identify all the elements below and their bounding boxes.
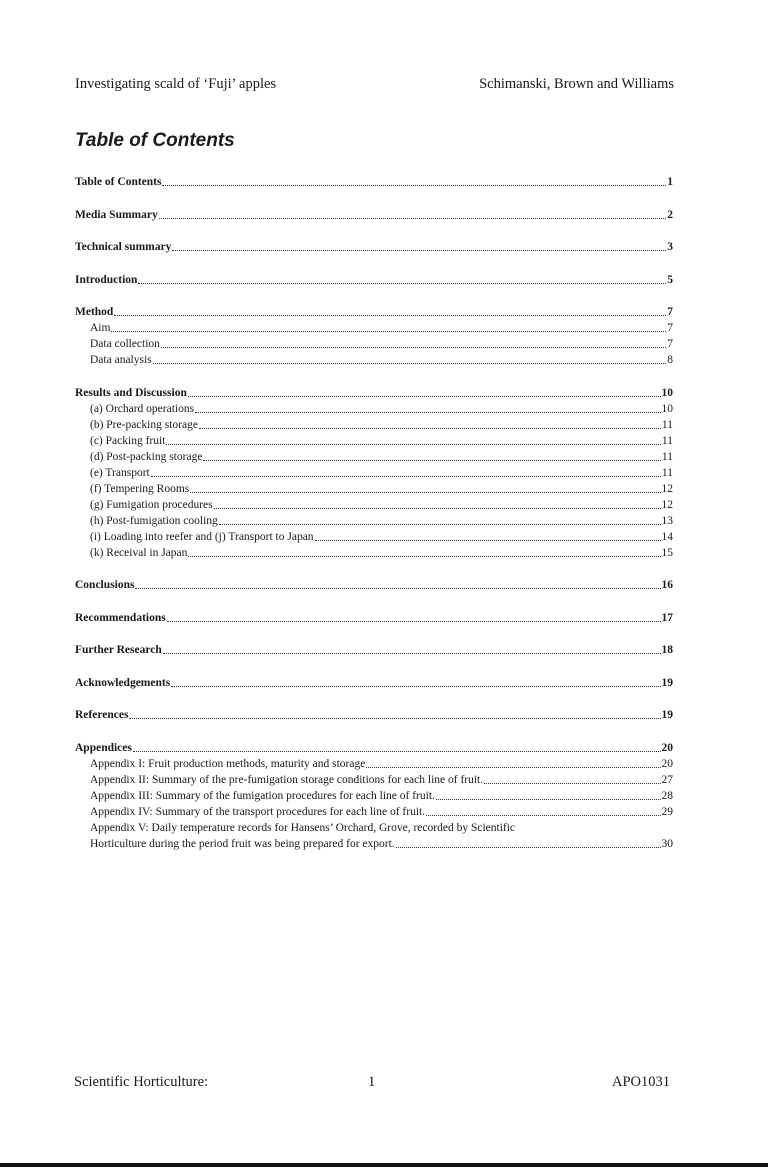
dot-leader (111, 330, 666, 332)
toc-entry-post-fumigation-cooling[interactable] (75, 513, 673, 529)
toc-page-number: 12 (661, 482, 673, 495)
toc-label: Appendix IV: Summary of the transport procedures for each line of fruit. (90, 805, 426, 818)
toc-label: (e) Transport (90, 466, 150, 479)
toc-page-number: 1 (667, 176, 673, 188)
toc-page-number: 8 (667, 354, 673, 366)
toc-entry-conclusions[interactable] (75, 577, 673, 593)
dot-leader (214, 507, 661, 509)
toc-label: Acknowledgements (75, 676, 171, 689)
toc-entry-appendix-v[interactable] (75, 836, 673, 852)
toc-page-number: 11 (661, 450, 673, 463)
toc-page-number: 18 (661, 644, 673, 656)
toc-label: Table of Contents (75, 176, 162, 188)
toc-entry-post-packing-storage[interactable] (75, 449, 673, 465)
toc-label: References (75, 709, 129, 721)
toc-label: Technical summary (75, 241, 172, 253)
toc-page-number: 7 (667, 338, 673, 350)
toc-label: Conclusions (75, 579, 135, 591)
toc-label: Results and Discussion (75, 386, 187, 399)
toc-entry-data-collection[interactable] (75, 336, 673, 352)
toc-page-number: 16 (661, 579, 673, 591)
toc-label: Appendices (75, 741, 132, 754)
dot-leader (366, 766, 660, 768)
running-header-authors: Schimanski, Brown and Williams (479, 76, 674, 92)
page-title: Table of Contents (75, 130, 235, 151)
dot-leader (133, 750, 661, 752)
dot-leader (162, 184, 666, 186)
toc-label: Media Summary (75, 208, 158, 221)
toc-label: (k) Receival in Japan (90, 546, 188, 559)
toc-label: Appendix II: Summary of the pre-fumigation storage conditions for each line of fruit. (90, 773, 484, 786)
toc-label: Introduction (75, 273, 138, 286)
toc-label: (h) Post-fumigation cooling (90, 514, 218, 527)
dot-leader (166, 443, 661, 445)
toc-label: (i) Loading into reefer and (j) Transport to Japan (90, 530, 314, 543)
dot-leader (199, 427, 661, 429)
toc-page-number: 12 (661, 498, 673, 511)
toc-page-number: 7 (667, 306, 673, 318)
running-header-title: Investigating scald of ‘Fuji’ apples (75, 76, 277, 92)
toc-label: Method (75, 306, 114, 318)
dot-leader (203, 459, 661, 461)
toc-entry-recommendations[interactable] (75, 610, 673, 626)
dot-leader (172, 249, 666, 251)
footer-page-number: 1 (368, 1074, 376, 1090)
toc-page-number: 29 (661, 805, 673, 818)
toc-entry-appendices[interactable] (75, 740, 673, 756)
dot-leader (161, 346, 666, 348)
toc-page-number: 27 (661, 773, 673, 786)
dot-leader (151, 475, 661, 477)
toc-label: Horticulture during the period fruit was being prepared for export. (90, 837, 395, 850)
toc-label: Data analysis (90, 354, 152, 366)
dot-leader (135, 587, 660, 589)
toc-entry-packing-fruit[interactable] (75, 433, 673, 449)
dot-leader (114, 314, 666, 316)
footer-report-code: APO1031 (611, 1074, 670, 1090)
toc-label: (b) Pre-packing storage (90, 418, 198, 431)
toc-page-number: 3 (667, 241, 673, 253)
dot-leader (484, 782, 660, 784)
dot-leader (426, 814, 660, 816)
toc-page-number: 19 (661, 709, 673, 721)
dot-leader (159, 217, 667, 219)
toc-entry-method[interactable] (75, 304, 673, 320)
toc-entry-data-analysis[interactable] (75, 352, 673, 368)
dot-leader (315, 539, 661, 541)
toc-entry-fumigation-procedures[interactable] (75, 497, 673, 513)
toc-entry-appendix-iv[interactable] (75, 804, 673, 820)
toc-entry-media-summary[interactable] (75, 207, 673, 223)
footer-organisation: Scientific Horticulture: (74, 1074, 209, 1090)
toc-entry-acknowledgements[interactable] (75, 675, 673, 691)
dot-leader (219, 523, 661, 525)
toc-page-number: 13 (661, 514, 673, 527)
toc-entry-tempering-rooms[interactable] (75, 481, 673, 497)
toc-page-number: 30 (661, 837, 673, 850)
toc-label: Appendix III: Summary of the fumigation procedures for each line of fruit. (90, 789, 435, 802)
toc-page-number: 10 (661, 386, 673, 399)
toc-page-number: 11 (661, 418, 673, 431)
toc-page-number: 20 (661, 741, 673, 754)
toc-page-number: 10 (661, 402, 673, 415)
toc-label: (d) Post-packing storage (90, 450, 203, 463)
toc-entry-references[interactable] (75, 707, 673, 723)
toc-entry-aim[interactable] (75, 320, 673, 336)
toc-entry-further-research[interactable] (75, 642, 673, 658)
table-of-contents (75, 174, 673, 852)
toc-entry-orchard-operations[interactable] (75, 401, 673, 417)
dot-leader (129, 717, 660, 719)
toc-entry-table-of-contents[interactable] (75, 174, 673, 190)
dot-leader (153, 362, 667, 364)
toc-page-number: 17 (661, 611, 673, 624)
toc-entry-technical-summary[interactable] (75, 239, 673, 255)
toc-entry-appendix-v-line1[interactable]: Appendix V: Daily temperature records for Hansens’ Orchard, Grove, recorded by Scientific (90, 821, 516, 834)
toc-page-number: 15 (661, 546, 673, 559)
toc-page-number: 20 (661, 757, 673, 770)
toc-entry-introduction[interactable] (75, 272, 673, 288)
toc-entry-pre-packing-storage[interactable] (75, 417, 673, 433)
toc-label: Appendix I: Fruit production methods, maturity and storage (90, 757, 366, 770)
toc-entry-receival-in-japan[interactable] (75, 545, 673, 561)
toc-page-number: 28 (661, 789, 673, 802)
scan-bottom-edge (0, 1163, 768, 1167)
toc-entry-appendix-iii[interactable] (75, 788, 673, 804)
toc-label: (f) Tempering Rooms (90, 482, 190, 495)
dot-leader (190, 491, 660, 493)
toc-page-number: 5 (667, 273, 673, 286)
toc-entry-transport[interactable] (75, 465, 673, 481)
dot-leader (396, 846, 661, 848)
dot-leader (188, 555, 660, 557)
toc-page-number: 7 (667, 322, 673, 334)
toc-entry-loading-and-transport[interactable] (75, 529, 673, 545)
toc-label: Further Research (75, 644, 162, 656)
dot-leader (167, 620, 661, 622)
dot-leader (171, 685, 660, 687)
toc-label: Aim (90, 322, 111, 334)
dot-leader (138, 282, 666, 284)
dot-leader (188, 395, 661, 397)
toc-label: Data collection (90, 338, 160, 350)
toc-label: (g) Fumigation procedures (90, 498, 213, 511)
dot-leader (436, 798, 661, 800)
toc-entry-appendix-ii[interactable] (75, 772, 673, 788)
toc-page-number: 2 (667, 208, 673, 221)
toc-page-number: 14 (661, 530, 673, 543)
toc-page-number: 11 (661, 466, 673, 479)
toc-entry-results-and-discussion[interactable] (75, 385, 673, 401)
dot-leader (163, 652, 661, 654)
toc-page-number: 11 (661, 434, 673, 447)
toc-page-number: 19 (661, 676, 673, 689)
toc-label: (c) Packing fruit (90, 434, 166, 447)
dot-leader (195, 411, 660, 413)
toc-label: (a) Orchard operations (90, 402, 195, 415)
toc-label: Recommendations (75, 611, 166, 624)
toc-entry-appendix-i[interactable] (75, 756, 673, 772)
